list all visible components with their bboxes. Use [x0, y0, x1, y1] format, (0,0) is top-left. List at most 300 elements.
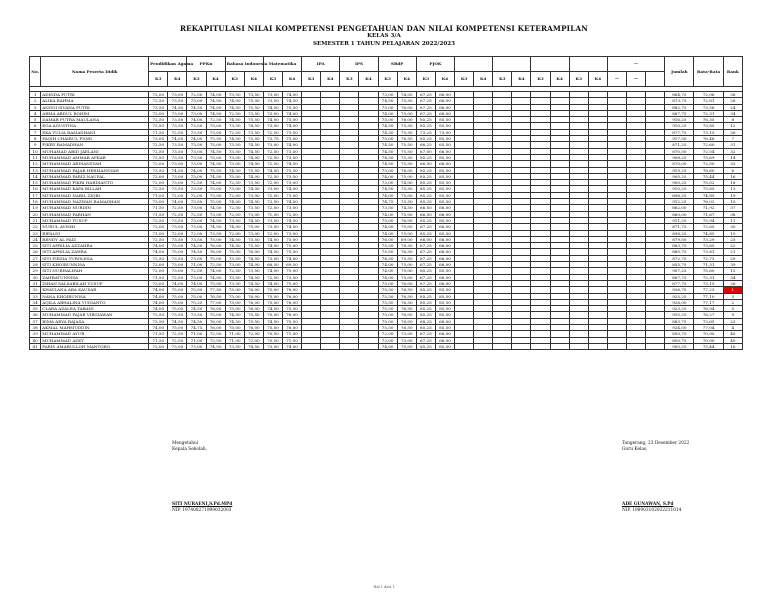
- score-k3-pa: 74,00: [149, 293, 168, 299]
- score-k3-sbdp: 75,00: [378, 167, 397, 173]
- score-k3-bi: 72,50: [225, 110, 244, 116]
- score-k3-mtk: 74,00: [263, 236, 282, 242]
- score-k4-sbdp: 75,00: [397, 173, 416, 179]
- score-k4-pjok: 66,00: [435, 318, 454, 324]
- score-k4-ppkn: 75,50: [206, 136, 225, 142]
- row-number: 29: [30, 268, 41, 274]
- rank-value: 18: [723, 180, 742, 186]
- rank-value: 34: [723, 274, 742, 280]
- score-k3-mtk: 72,00: [263, 192, 282, 198]
- score-k4-mtk: 74,00: [282, 255, 301, 261]
- score-k4-pa: 75,00: [168, 324, 187, 330]
- score-k3-ppkn: 71,00: [187, 331, 206, 337]
- score-k3-mtk: 73,75: [263, 136, 282, 142]
- score-k4-bi: 73,50: [244, 129, 263, 135]
- score-empty: [340, 343, 359, 349]
- total-score: 877,75: [665, 129, 694, 135]
- score-k4-bi: 74,50: [244, 199, 263, 205]
- student-name: ZAHRATUNNISA: [41, 274, 149, 280]
- total-score: 907,25: [665, 268, 694, 274]
- student-name: MUHAMAD ABID JAELANI: [41, 148, 149, 154]
- score-k4-pa: 73,50: [168, 255, 187, 261]
- score-k3-mtk: 74,50: [263, 306, 282, 312]
- col-header-ips: IPS: [340, 57, 378, 72]
- score-k3-sbdp: 74,00: [378, 192, 397, 198]
- score-k3-pjok: 67,25: [416, 337, 435, 343]
- score-k4-mtk: 74,50: [282, 224, 301, 230]
- score-k3-sbdp: 74,00: [378, 262, 397, 268]
- score-k4-pa: 74,50: [168, 167, 187, 173]
- score-k4-ppkn: 74,50: [206, 217, 225, 223]
- score-k4-sbdp: 75,50: [397, 129, 416, 135]
- student-name: MUHAMMAD NABIL ZIQRI: [41, 192, 149, 198]
- score-k3-pa: 72,50: [149, 255, 168, 261]
- score-k4-mtk: 75,50: [282, 167, 301, 173]
- rank-value: 14: [723, 154, 742, 160]
- score-k4-pjok: 66,00: [435, 148, 454, 154]
- score-k4-mtk: 73,50: [282, 129, 301, 135]
- score-k3-pa: 73,50: [149, 318, 168, 324]
- col-header-extra-blank: [646, 72, 665, 87]
- score-k4-bi: 74,00: [244, 161, 263, 167]
- score-k3-bi: 75,00: [225, 173, 244, 179]
- score-k3-ppkn: 73,50: [187, 142, 206, 148]
- score-k3-pjok: 85,25: [416, 154, 435, 160]
- average-score: 71,31: [694, 262, 723, 268]
- score-k3-bi: 71,00: [225, 331, 244, 337]
- score-k4-ppkn: 73,50: [206, 230, 225, 236]
- row-number: 9: [30, 142, 41, 148]
- row-number: 10: [30, 148, 41, 154]
- score-k3-pa: 73,00: [149, 199, 168, 205]
- score-k4-ppkn: 74,00: [206, 268, 225, 274]
- score-k4-bi: 73,50: [244, 110, 263, 116]
- score-k3-bi: 75,00: [225, 287, 244, 293]
- score-k4-ppkn: 74,00: [206, 180, 225, 186]
- score-k4-pjok: 66,00: [435, 98, 454, 104]
- rank-value: 13: [723, 186, 742, 192]
- score-k3-sbdp: 75,50: [378, 287, 397, 293]
- row-number: 22: [30, 224, 41, 230]
- rank-value: 16: [723, 343, 742, 349]
- score-k4-pjok: 85,50: [435, 136, 454, 142]
- total-score: 916,25: [665, 117, 694, 123]
- score-k3-bi: 74,00: [225, 98, 244, 104]
- score-k3-pjok: 67,25: [416, 98, 435, 104]
- score-k3-sbdp: 74,50: [378, 123, 397, 129]
- student-name: FAQIH CHAIRUL FIQRI: [41, 136, 149, 142]
- rank-value: 3: [723, 293, 742, 299]
- score-k3-pjok: 67,25: [416, 92, 435, 98]
- row-number: 28: [30, 262, 41, 268]
- score-k4-pa: 72,00: [168, 230, 187, 236]
- total-score: 910,25: [665, 186, 694, 192]
- score-k3-pjok: 85,25: [416, 167, 435, 173]
- score-k3-pjok: 85,25: [416, 117, 435, 123]
- score-k3-pa: 74,00: [149, 249, 168, 255]
- score-k3-pa: 71,00: [149, 230, 168, 236]
- average-score: 75,02: [694, 180, 723, 186]
- score-k3-ppkn: 73,00: [187, 205, 206, 211]
- score-k4-mtk: 75,50: [282, 249, 301, 255]
- score-k3-mtk: 74,00: [263, 243, 282, 249]
- rank-value: 19: [723, 230, 742, 236]
- col-header-k4: K4: [359, 72, 378, 87]
- score-k4-bi: 73,00: [244, 192, 263, 198]
- average-score: 70,90: [694, 337, 723, 343]
- score-k3-ppkn: 73,00: [187, 274, 206, 280]
- score-k3-mtk: 73,00: [263, 92, 282, 98]
- rank-value: 8: [723, 117, 742, 123]
- score-k3-pjok: 68,25: [416, 318, 435, 324]
- score-k4-bi: 75,50: [244, 104, 263, 110]
- score-k4-pjok: 85,50: [435, 186, 454, 192]
- score-k4-mtk: 76,00: [282, 312, 301, 318]
- score-k4-mtk: 74,00: [282, 142, 301, 148]
- score-k4-sbdp: 75,50: [397, 148, 416, 154]
- score-k4-mtk: 76,00: [282, 293, 301, 299]
- score-k3-pa: 72,50: [149, 98, 168, 104]
- score-k3-sbdp: 75,50: [378, 249, 397, 255]
- col-header-blank-2: [493, 57, 531, 72]
- col-header-k4: K4: [282, 72, 301, 87]
- score-k3-pjok: 66,25: [416, 142, 435, 148]
- score-k3-bi: 73,00: [225, 161, 244, 167]
- score-empty: [493, 343, 512, 349]
- score-k4-pa: 73,00: [168, 224, 187, 230]
- total-score: 926,00: [665, 299, 694, 305]
- col-header-extra-sub: —: [627, 72, 646, 87]
- score-k4-pjok: 66,00: [435, 110, 454, 116]
- row-number: 36: [30, 312, 41, 318]
- score-k4-pa: 72,50: [168, 129, 187, 135]
- score-k3-sbdp: 74,75: [378, 199, 397, 205]
- score-k4-ppkn: 74,50: [206, 274, 225, 280]
- score-k3-bi: 75,00: [225, 306, 244, 312]
- score-k3-bi: 73,50: [225, 92, 244, 98]
- score-k3-bi: 75,00: [225, 324, 244, 330]
- score-k3-bi: 73,00: [225, 154, 244, 160]
- score-k3-sbdp: 75,50: [378, 306, 397, 312]
- score-k3-ppkn: 73,00: [187, 98, 206, 104]
- score-k4-sbdp: 76,50: [397, 249, 416, 255]
- score-k3-ppkn: 73,00: [187, 161, 206, 167]
- score-k4-pjok: 66,00: [435, 104, 454, 110]
- rank-value: 33: [723, 161, 742, 167]
- footer-right-line2: Guru Kelas,: [622, 447, 648, 452]
- score-k4-ppkn: 75,00: [206, 236, 225, 242]
- score-k4-sbdp: 75,50: [397, 123, 416, 129]
- student-name: MUHAMMAD NURDIN: [41, 205, 149, 211]
- score-k3-ppkn: 73,00: [187, 217, 206, 223]
- score-k4-sbdp: 74,00: [397, 180, 416, 186]
- row-number: 6: [30, 123, 41, 129]
- total-score: 898,25: [665, 192, 694, 198]
- student-name: KHAYLANA ARA KAUSAR: [41, 287, 149, 293]
- rank-value: 2: [723, 299, 742, 305]
- row-number: 30: [30, 274, 41, 280]
- score-k4-bi: 76,00: [244, 293, 263, 299]
- score-k3-bi: 74,50: [225, 167, 244, 173]
- row-number: 8: [30, 136, 41, 142]
- average-score: 76,27: [694, 312, 723, 318]
- score-k3-bi: 73,50: [225, 255, 244, 261]
- average-score: 72,31: [694, 110, 723, 116]
- score-k3-pjok: 85,25: [416, 343, 435, 349]
- score-k4-pa: 73,00: [168, 268, 187, 274]
- score-k4-ppkn: 75,00: [206, 312, 225, 318]
- score-k3-ppkn: 72,00: [187, 192, 206, 198]
- score-k4-mtk: 73,50: [282, 274, 301, 280]
- footer-right-line1: Tangerang, 23 Desember 2022: [622, 441, 690, 446]
- score-k4-pa: 75,00: [168, 249, 187, 255]
- rank-value: 36: [723, 92, 742, 98]
- average-score: 70,90: [694, 331, 723, 337]
- score-k3-bi: 72,00: [225, 211, 244, 217]
- score-k4-mtk: 75,00: [282, 268, 301, 274]
- average-score: 73,81: [694, 249, 723, 255]
- score-k4-pjok: 85,50: [435, 324, 454, 330]
- score-k4-bi: 74,50: [244, 343, 263, 349]
- score-k4-bi: 76,00: [244, 249, 263, 255]
- score-k4-sbdp: 74,50: [397, 205, 416, 211]
- score-k4-sbdp: 75,00: [397, 343, 416, 349]
- score-k4-pa: 74,00: [168, 136, 187, 142]
- score-k3-ppkn: 73,00: [187, 148, 206, 154]
- total-score: 915,25: [665, 312, 694, 318]
- score-k4-pa: 73,50: [168, 154, 187, 160]
- score-k3-ppkn: 74,50: [187, 318, 206, 324]
- score-k3-ppkn: 71,00: [187, 337, 206, 343]
- score-k4-bi: 74,00: [244, 154, 263, 160]
- score-k4-pa: 73,00: [168, 343, 187, 349]
- score-k3-ppkn: 73,00: [187, 343, 206, 349]
- score-k4-mtk: 71,50: [282, 331, 301, 337]
- score-k4-sbdp: 75,00: [397, 274, 416, 280]
- student-name: RENDY AL FAIZ: [41, 236, 149, 242]
- score-k3-pa: 72,50: [149, 217, 168, 223]
- score-k3-bi: 72,00: [225, 230, 244, 236]
- student-name: AQILA ABHALINA YUDIANTO: [41, 299, 149, 305]
- rank-value: 26: [723, 280, 742, 286]
- score-k3-ppkn: 73,00: [187, 110, 206, 116]
- student-name: MUHAMMAD FARIZ NAUFAL: [41, 173, 149, 179]
- col-header-k3: K3: [225, 72, 244, 87]
- total-score: 867,75: [665, 110, 694, 116]
- rank-value: 38: [723, 211, 742, 217]
- average-score: 75,60: [694, 268, 723, 274]
- score-k3-ppkn: 73,50: [187, 255, 206, 261]
- score-k4-mtk: 71,50: [282, 337, 301, 343]
- score-k4-pjok: 66,00: [435, 274, 454, 280]
- score-k4-pjok: 66,00: [435, 236, 454, 242]
- score-k3-pjok: 67,25: [416, 255, 435, 261]
- score-k4-bi: 74,50: [244, 274, 263, 280]
- score-empty: [607, 343, 626, 349]
- score-k3-pjok: 73,25: [416, 129, 435, 135]
- score-k4-pa: 73,00: [168, 92, 187, 98]
- score-k3-pjok: 85,25: [416, 293, 435, 299]
- student-name: EGA AGUSTINA: [41, 123, 149, 129]
- row-number: 34: [30, 299, 41, 305]
- col-header-k4: K4: [397, 72, 416, 87]
- score-k3-sbdp: 72,00: [378, 331, 397, 337]
- col-header-sbdp: SBdP: [378, 57, 416, 72]
- score-k4-ppkn: 75,00: [206, 123, 225, 129]
- score-k4-sbdp: 75,00: [397, 262, 416, 268]
- score-k4-pjok: 65,50: [435, 142, 454, 148]
- rank-value: 40: [723, 337, 742, 343]
- total-score: 923,25: [665, 306, 694, 312]
- col-header-blank-1: [455, 57, 493, 72]
- score-k3-sbdp: 74,00: [378, 230, 397, 236]
- score-k3-bi: 74,50: [225, 243, 244, 249]
- score-k3-pa: 71,50: [149, 331, 168, 337]
- score-k4-pjok: 66,00: [435, 262, 454, 268]
- average-score: 77,04: [694, 324, 723, 330]
- average-score: 71,92: [694, 205, 723, 211]
- score-k4-ppkn: 72,50: [206, 117, 225, 123]
- score-k4-bi: 73,00: [244, 211, 263, 217]
- rank-value: 30: [723, 224, 742, 230]
- student-name: FARIS AMARULLOH MANTORO: [41, 343, 149, 349]
- score-k3-mtk: 72,50: [263, 148, 282, 154]
- score-k3-pa: 72,50: [149, 123, 168, 129]
- score-k3-ppkn: 75,50: [187, 287, 206, 293]
- score-k3-ppkn: 72,50: [187, 180, 206, 186]
- score-k4-pa: 74,50: [168, 104, 187, 110]
- score-k4-pjok: 85,50: [435, 268, 454, 274]
- score-k3-ppkn: 73,50: [187, 199, 206, 205]
- score-k4-mtk: 74,00: [282, 186, 301, 192]
- col-header-jumlah: Jumlah: [665, 57, 694, 87]
- score-k4-ppkn: 74,50: [206, 110, 225, 116]
- rank-value: 22: [723, 243, 742, 249]
- score-k4-pjok: 85,50: [435, 299, 454, 305]
- score-k3-pjok: 66,50: [416, 205, 435, 211]
- score-k4-sbdp: 75,50: [397, 186, 416, 192]
- rank-value: 39: [723, 262, 742, 268]
- report-title: REKAPITULASI NILAI KOMPETENSI PENGETAHUAN DAN NILAI KOMPETENSI KETERAMPILAN: [179, 24, 589, 33]
- score-k3-ppkn: 73,50: [187, 236, 206, 242]
- score-k4-pjok: 85,50: [435, 123, 454, 129]
- rank-value: 15: [723, 268, 742, 274]
- col-header-k3: K3: [455, 72, 474, 87]
- score-k4-ppkn: 75,00: [206, 199, 225, 205]
- row-number: 7: [30, 129, 41, 135]
- col-header-nama: Nama Peserta Didik: [41, 57, 149, 87]
- total-score: 925,25: [665, 293, 694, 299]
- col-header-k4: K4: [435, 72, 454, 87]
- col-header-k4: K4: [474, 72, 493, 87]
- rank-value: 7: [723, 136, 742, 142]
- score-k3-pjok: 67,25: [416, 104, 435, 110]
- col-header-k3: K3: [340, 72, 359, 87]
- score-k3-mtk: 72,50: [263, 274, 282, 280]
- score-k4-ppkn: 72,50: [206, 331, 225, 337]
- total-score: 871,25: [665, 142, 694, 148]
- total-score: 919,25: [665, 167, 694, 173]
- col-header-extra-sub: —: [607, 72, 626, 87]
- score-k4-pa: 72,50: [168, 205, 187, 211]
- col-header-k3: K3: [531, 72, 550, 87]
- score-k4-pjok: 66,00: [435, 224, 454, 230]
- score-k3-ppkn: 74,50: [187, 104, 206, 110]
- student-name: MUHAMMAD PARHAN: [41, 211, 149, 217]
- average-score: 75,69: [694, 154, 723, 160]
- score-k4-pjok: 66,00: [435, 243, 454, 249]
- col-header-k3: K3: [302, 72, 321, 87]
- score-k3-sbdp: 74,00: [378, 110, 397, 116]
- total-score: 885,75: [665, 249, 694, 255]
- score-k3-pa: 72,00: [149, 180, 168, 186]
- rank-value: 31: [723, 142, 742, 148]
- col-header-k4: K4: [168, 72, 187, 87]
- score-k4-mtk: 74,50: [282, 98, 301, 104]
- score-k3-pjok: 85,25: [416, 268, 435, 274]
- score-k4-ppkn: 72,50: [206, 337, 225, 343]
- score-k4-pjok: 66,00: [435, 92, 454, 98]
- score-k3-sbdp: 74,50: [378, 148, 397, 154]
- average-score: 73,65: [694, 318, 723, 324]
- score-k3-mtk: 73,50: [263, 199, 282, 205]
- score-k3-bi: 72,50: [225, 129, 244, 135]
- score-k4-ppkn: 74,50: [206, 98, 225, 104]
- score-k4-ppkn: 75,00: [206, 186, 225, 192]
- average-score: 74,85: [694, 230, 723, 236]
- score-k4-bi: 75,50: [244, 136, 263, 142]
- score-k3-pa: 72,00: [149, 343, 168, 349]
- score-k3-ppkn: 73,50: [187, 186, 206, 192]
- score-k4-pa: 74,00: [168, 280, 187, 286]
- score-k4-ppkn: 76,00: [206, 249, 225, 255]
- row-number: 31: [30, 280, 41, 286]
- score-k4-pjok: 85,50: [435, 167, 454, 173]
- total-score: 872,75: [665, 255, 694, 261]
- score-k3-pjok: 67,25: [416, 249, 435, 255]
- average-score: 73,15: [694, 280, 723, 286]
- score-k4-mtk: 75,00: [282, 236, 301, 242]
- rank-value: 37: [723, 205, 742, 211]
- score-k3-mtk: 73,00: [263, 110, 282, 116]
- score-k3-pjok: 85,25: [416, 312, 435, 318]
- score-k3-mtk: 74,00: [263, 268, 282, 274]
- score-k4-ppkn: 75,00: [206, 255, 225, 261]
- score-k3-sbdp: 74,50: [378, 186, 397, 192]
- score-k3-mtk: 75,00: [263, 299, 282, 305]
- total-score: 911,25: [665, 217, 694, 223]
- score-k4-sbdp: 76,50: [397, 324, 416, 330]
- average-score: 72,81: [694, 98, 723, 104]
- score-k4-bi: 74,50: [244, 217, 263, 223]
- average-score: 75,85: [694, 186, 723, 192]
- rank-value: 1: [723, 287, 742, 293]
- score-k4-mtk: 76,00: [282, 299, 301, 305]
- score-k3-mtk: 73,50: [263, 98, 282, 104]
- total-score: 864,75: [665, 92, 694, 98]
- score-k3-pjok: 67,25: [416, 280, 435, 286]
- score-k4-bi: 74,50: [244, 148, 263, 154]
- student-name: ANGGI SIVANA PUTRI: [41, 104, 149, 110]
- student-name: MUHAMMAD FAJAR HERMANSYAH: [41, 167, 149, 173]
- score-k4-bi: 75,50: [244, 243, 263, 249]
- average-score: 76,60: [694, 167, 723, 173]
- row-number: 26: [30, 249, 41, 255]
- student-name: MUHAMMAD AZKY: [41, 337, 149, 343]
- score-k4-sbdp: 76,50: [397, 306, 416, 312]
- score-k3-bi: 75,00: [225, 299, 244, 305]
- student-name: SITI NURHALIPAH: [41, 268, 149, 274]
